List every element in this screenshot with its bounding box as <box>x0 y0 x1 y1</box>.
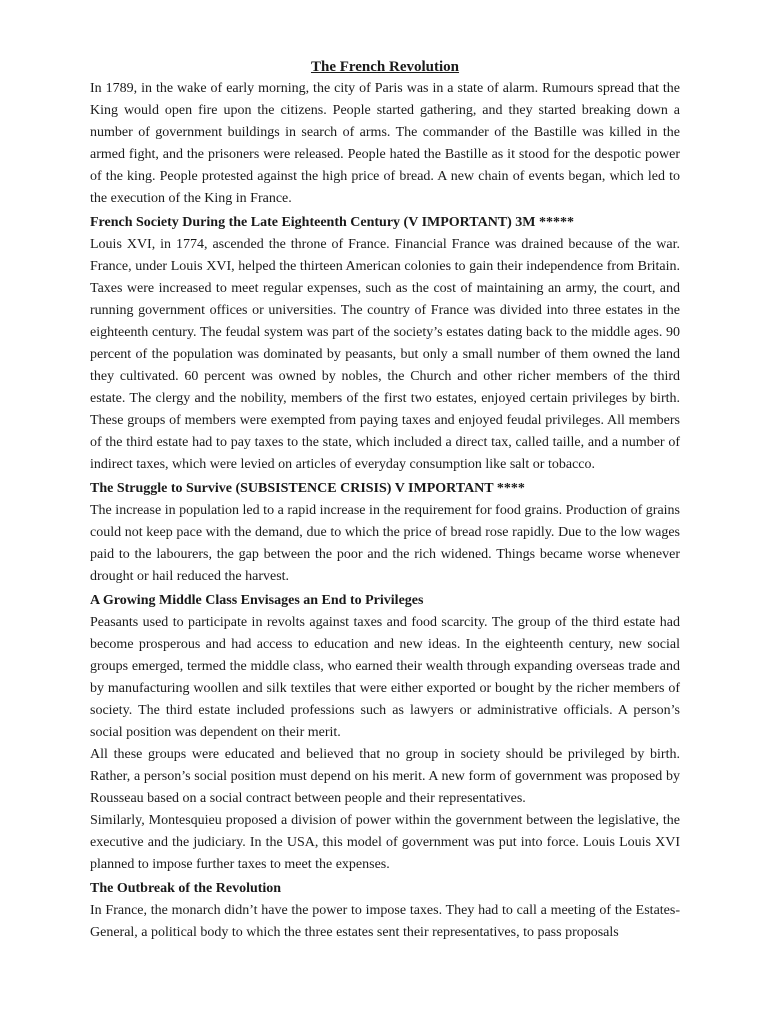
middle-class-paragraph-2: All these groups were educated and believed that no group in society should be privileged by birth. Rather, a person’s social position must depend on his merit. A new form of government was proposed by Rousseau based on a social contract between people and their representatives. <box>90 747 680 806</box>
section-heading-middle-class: A Growing Middle Class Envisages an End to Privileges <box>90 593 424 608</box>
page-title: The French Revolution <box>310 59 460 75</box>
french-society-paragraph: Louis XVI, in 1774, ascended the throne of France. Financial France was drained because of the war. France, under Louis XVI, helped the thirteen American colonies to gain their independence from Britain. Taxes were increased to meet regular expenses, such as the cost of maintaining an army, the court, and running government offices or universities. The country of France was divided into three estates in the eighteenth century. The feudal system was part of the society’s estates dating back to the middle ages. 90 percent of the population was dominated by peasants, but only a small number of them owned the land they cultivated. 60 percent was owned by nobles, the Church and other richer members of the third estate. The clergy and the nobility, members of the first two estates, enjoyed certain privileges by birth. These groups of members were exempted from paying taxes and enjoyed feudal privileges. All members of the third estate had to pay taxes to the state, which included a direct tax, called taille, and a number of indirect taxes, which were levied on articles of everyday consumption like salt or tobacco. <box>90 237 680 472</box>
middle-class-paragraph-1: Peasants used to participate in revolts against taxes and food scarcity. The group of the third estate had become prosperous and had access to education and new ideas. In the eighteenth century, new social groups emerged, termed the middle class, who earned their wealth through expanding overseas trade and by manufacturing woollen and silk textiles that were either exported or bought by the richer members of society. The third estate included professions such as lawyers or administrative officials. A person’s social position was dependent on their merit. <box>90 615 680 740</box>
outbreak-paragraph: In France, the monarch didn’t have the power to impose taxes. They had to call a meeting of the Estates-General, a political body to which the three estates sent their representatives, to pass proposals <box>90 903 680 940</box>
document-page <box>90 56 680 944</box>
section-heading-french-society: French Society During the Late Eighteenth Century (V IMPORTANT) 3M ***** <box>90 215 575 230</box>
struggle-paragraph: The increase in population led to a rapid increase in the requirement for food grains. Production of grains could not keep pace with the demand, due to which the price of bread rose rapidly. Due to the low wages paid to the labourers, the gap between the poor and the rich widened. Things became worse whenever drought or hail reduced the harvest. <box>90 503 680 584</box>
section-heading-struggle-to-survive: The Struggle to Survive (SUBSISTENCE CRISIS) V IMPORTANT **** <box>90 481 525 496</box>
middle-class-paragraph-3: Similarly, Montesquieu proposed a division of power within the government between the legislative, the executive and the judiciary. In the USA, this model of government was put into force. Louis Louis XVI planned to impose further taxes to meet the expenses. <box>90 813 680 872</box>
section-heading-outbreak: The Outbreak of the Revolution <box>90 881 282 896</box>
intro-paragraph: In 1789, in the wake of early morning, the city of Paris was in a state of alarm. Rumours spread that the King would open fire upon the citizens. People started gathering, and they started breaking down a number of government buildings in search of arms. The commander of the Bastille was killed in the armed fight, and the prisoners were released. People hated the Bastille as it stood for the despotic power of the king. People protested against the high price of bread. A new chain of events began, which led to the execution of the King in France. <box>90 81 680 206</box>
